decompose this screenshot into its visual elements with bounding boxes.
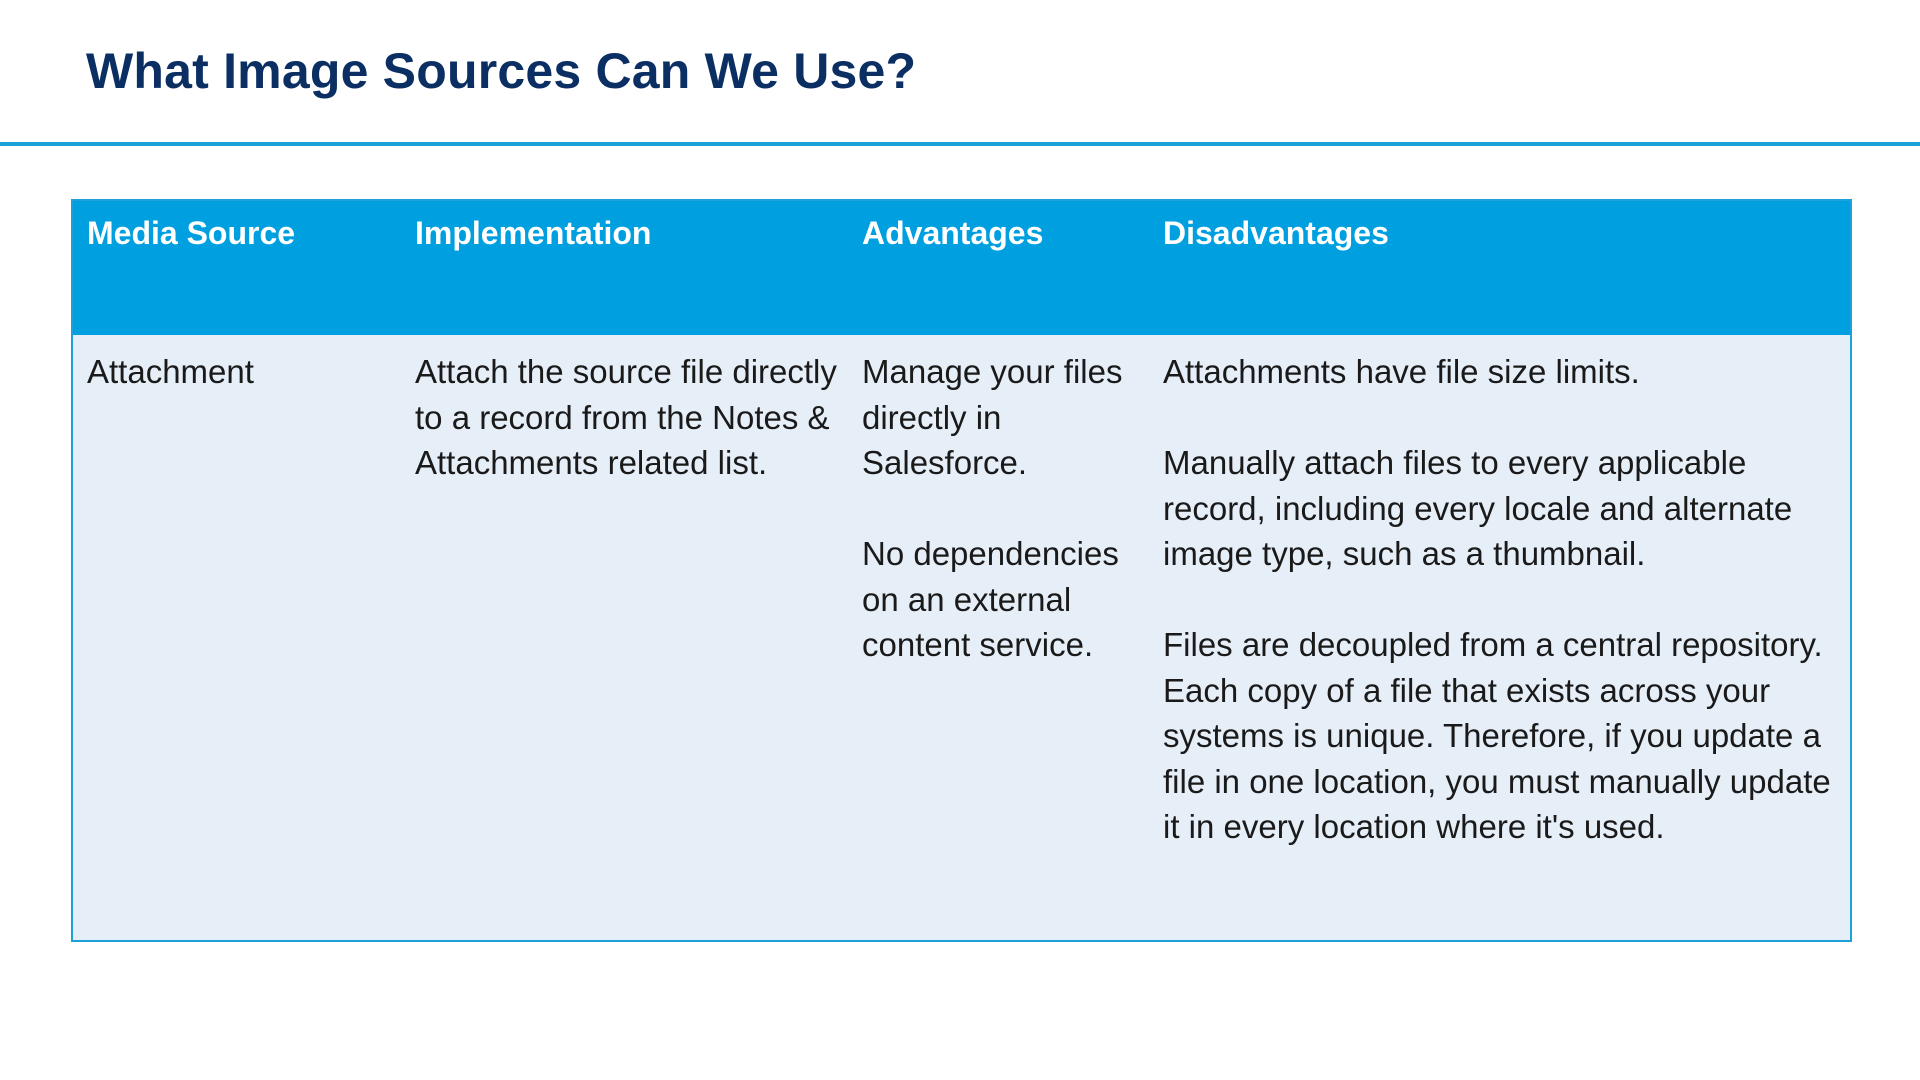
disadvantage-item: Manually attach files to every applicable record, including every locale and alternate image type, such as a thumbnail. <box>1163 444 1793 572</box>
header-implementation: Implementation <box>415 215 652 251</box>
header-advantages: Advantages <box>862 215 1044 251</box>
cell-advantages <box>848 349 1149 850</box>
cell-implementation: Attach the source file directly to a record from the Notes & Attachments related list. <box>415 353 837 481</box>
disadvantage-item: Attachments have file size limits. <box>1163 353 1640 390</box>
cell-disadvantages <box>1149 349 1850 850</box>
cell-media-source: Attachment <box>87 353 254 390</box>
disadvantage-item: Files are decoupled from a central repository. Each copy of a file that exists across your systems is unique. Therefore, if you update a file in one location, you must manually update it in every location where it's used. <box>1163 626 1831 845</box>
advantage-item: No dependencies on an external content service. <box>862 535 1119 663</box>
advantage-item: Manage your files directly in Salesforce. <box>862 353 1123 481</box>
title-divider <box>0 142 1920 146</box>
header-media-source: Media Source <box>87 215 296 251</box>
media-sources-table <box>71 199 1852 942</box>
table-header-row <box>73 201 1850 335</box>
table-row <box>73 335 1850 850</box>
slide-title: What Image Sources Can We Use? <box>86 43 917 99</box>
header-disadvantages: Disadvantages <box>1163 215 1389 251</box>
